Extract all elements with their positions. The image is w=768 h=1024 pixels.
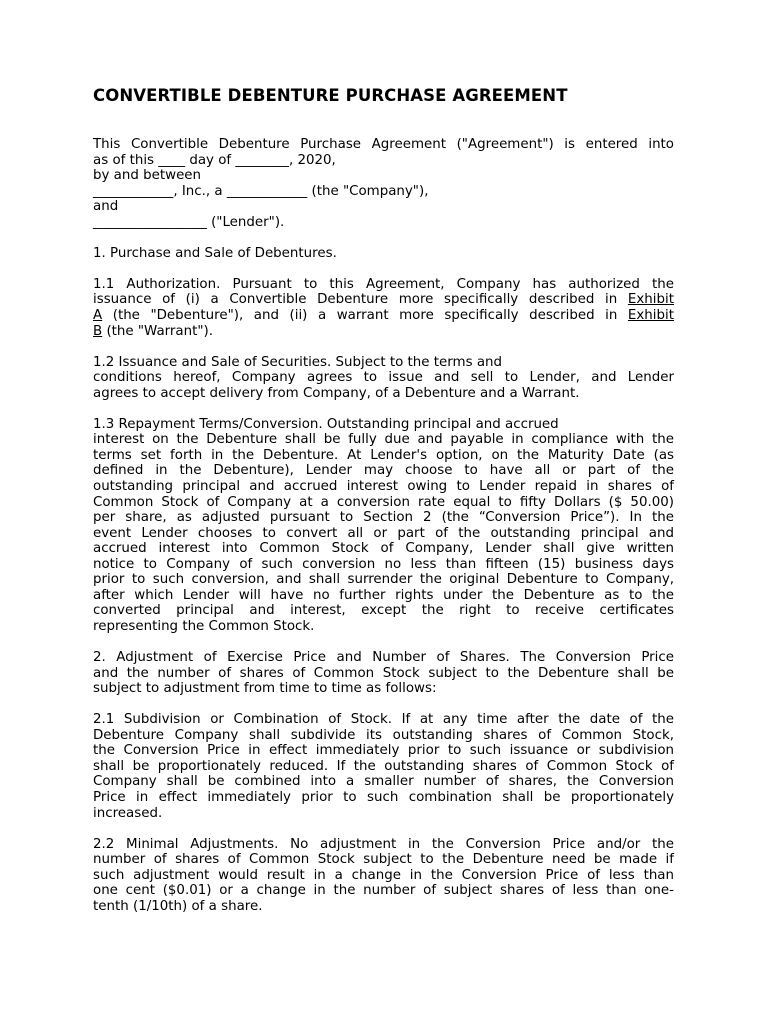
intro-line: by and between — [93, 168, 202, 184]
section-2-2-paragraph — [93, 837, 674, 915]
paragraph-line: one cent ($0.01) or a change in the number of subject shares of less than one- — [93, 883, 674, 899]
document-title: CONVERTIBLE DEBENTURE PURCHASE AGREEMENT — [93, 86, 568, 105]
paragraph-line: increased. — [93, 805, 163, 821]
intro-line: ____________, Inc., a ____________ (the "Company"), — [93, 183, 429, 199]
paragraph-line: A (the "Debenture"), and (ii) a warrant more specifically described in Exhibit — [93, 308, 674, 324]
paragraph-line: Common Stock of Company at a conversion rate equal to fifty Dollars ($ 50.00) — [93, 494, 674, 510]
intro-line: as of this ____ day of ________, 2020, — [93, 152, 336, 168]
section-1-3-paragraph — [93, 417, 674, 635]
paragraph-line: 1.1 Authorization. Pursuant to this Agreement, Company has authorized the — [93, 276, 674, 292]
paragraph-line: after which Lender will have no further rights under the Debenture as to the — [93, 587, 674, 603]
paragraph-line: 1.2 Issuance and Sale of Securities. Subject to the terms and — [93, 354, 503, 370]
section-1-1-paragraph — [93, 277, 674, 339]
exhibit-b-link[interactable]: Exhibit — [627, 308, 674, 324]
paragraph-line: the Conversion Price in effect immediately prior to such issuance or subdivision — [93, 743, 674, 759]
section-1-heading — [93, 246, 674, 262]
paragraph-line: 2. Adjustment of Exercise Price and Number of Shares. The Conversion Price — [93, 650, 674, 666]
section-2-paragraph — [93, 650, 674, 697]
paragraph-line: 2.1 Subdivision or Combination of Stock. If at any time after the date of the — [93, 712, 674, 728]
paragraph-line: event Lender chooses to convert all or part of the outstanding principal and — [93, 525, 674, 541]
paragraph-line: conditions hereof, Company agrees to issue and sell to Lender, and Lender — [93, 370, 674, 386]
paragraph-line: Debenture Company shall subdivide its outstanding shares of Common Stock, — [93, 727, 674, 743]
paragraph-line: notice to Company of such conversion no less than fifteen (15) business days — [93, 556, 674, 572]
paragraph-line: defined in the Debenture), Lender may choose to have all or part of the — [93, 463, 674, 479]
paragraph-line: accrued interest into Common Stock of Company, Lender shall give written — [93, 541, 674, 557]
section-heading-text: 1. Purchase and Sale of Debentures. — [93, 245, 337, 261]
paragraph-line: prior to such conversion, and shall surrender the original Debenture to Company, — [93, 572, 674, 588]
exhibit-a-link[interactable]: Exhibit — [627, 292, 674, 308]
paragraph-line: outstanding principal and accrued interest owing to Lender repaid in shares of — [93, 479, 674, 495]
exhibit-b-link-cont[interactable]: B — [93, 323, 103, 339]
paragraph-line: representing the Common Stock. — [93, 618, 315, 634]
paragraph-line: 2.2 Minimal Adjustments. No adjustment in the Conversion Price and/or the — [93, 836, 674, 852]
paragraph-line: number of shares of Common Stock subject to the Debenture need be made if — [93, 852, 674, 868]
paragraph-line: issuance of (i) a Convertible Debenture more specifically described in Exhibit — [93, 292, 674, 308]
paragraph-line: Company shall be combined into a smaller number of shares, the Conversion — [93, 774, 674, 790]
paragraph-line: such adjustment would result in a change in the Conversion Price of less than — [93, 867, 674, 883]
paragraph-line: Price in effect immediately prior to such combination shall be proportionately — [93, 789, 674, 805]
paragraph-line: and the number of shares of Common Stock subject to the Debenture shall be — [93, 665, 674, 681]
section-2-1-paragraph — [93, 712, 674, 821]
paragraph-line: subject to adjustment from time to time as follows: — [93, 681, 437, 697]
intro-line: and — [93, 199, 119, 215]
intro-line: _________________ ("Lender"). — [93, 214, 285, 230]
paragraph-line: 1.3 Repayment Terms/Conversion. Outstanding principal and accrued — [93, 416, 559, 432]
paragraph-line: shall be proportionately reduced. If the outstanding shares of Common Stock of — [93, 758, 674, 774]
paragraph-line: converted principal and interest, except the right to receive certificates — [93, 603, 674, 619]
section-1-2-paragraph — [93, 355, 674, 402]
paragraph-line: per share, as adjusted pursuant to Section 2 (the “Conversion Price”). In the — [93, 510, 674, 526]
paragraph-line: terms set forth in the Debenture. At Lender's option, on the Maturity Date (as — [93, 447, 674, 463]
paragraph-line: agrees to accept delivery from Company, of a Debenture and a Warrant. — [93, 385, 580, 401]
intro-line: This Convertible Debenture Purchase Agreement ("Agreement") is entered into — [93, 137, 674, 152]
intro-paragraph — [93, 137, 674, 230]
paragraph-line: tenth (1/10th) of a share. — [93, 898, 263, 914]
paragraph-line: interest on the Debenture shall be fully due and payable in compliance with the — [93, 432, 674, 448]
exhibit-a-link-cont[interactable]: A — [93, 308, 103, 324]
paragraph-line: B (the "Warrant"). — [93, 323, 214, 339]
document-body — [93, 137, 674, 930]
